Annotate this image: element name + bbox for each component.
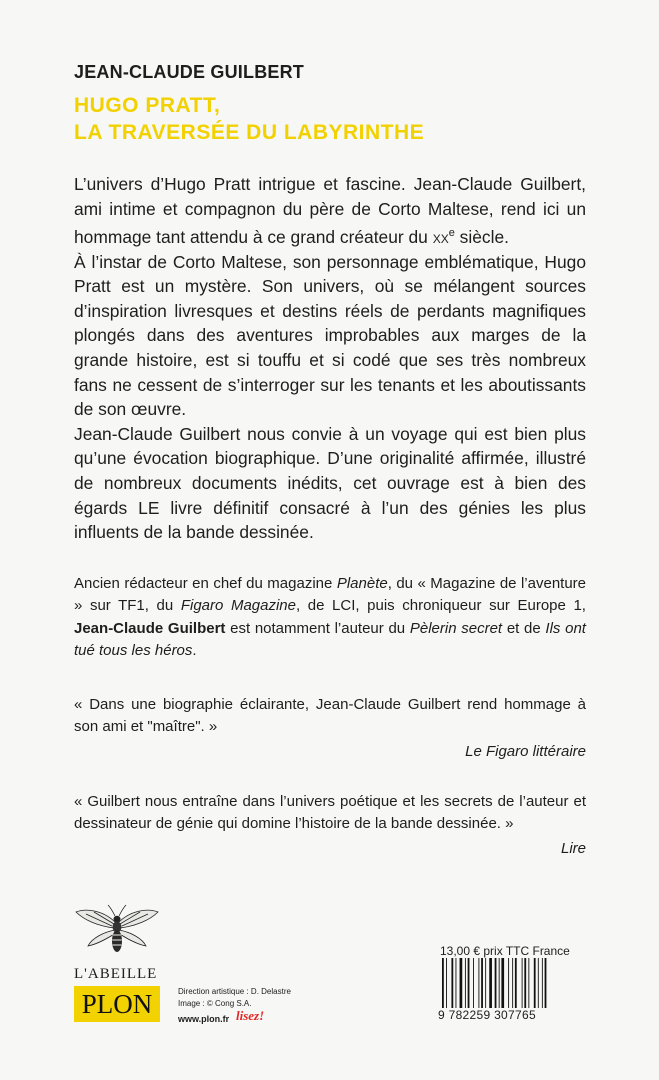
century-superscript: e (448, 227, 455, 240)
publisher-website: www.plon.fr (178, 1014, 230, 1024)
century-numeral: xx (432, 226, 449, 247)
title-line-2: LA TRAVERSÉE DU LABYRINTHE (74, 121, 425, 144)
quote-text: « Guilbert nous entraîne dans l’univers poétique et les secrets de l’auteur et dessinateur de génie qui domine l’histoire de la bande dessinée. » (74, 793, 586, 833)
bio-text-c: , de LCI, puis chroniqueur sur Europe 1, (295, 597, 586, 615)
quote-source: Lire (560, 839, 586, 857)
blurb-paragraph-2: À l’instar de Corto Maltese, son personnage emblématique, Hugo Pratt est un mystère. Son univers, où se mélangent sources d’inspiration livresques et destins réels de perdants magnifiques plongés dans des aventures improbables aux marges de la grande histoire, est si touffu et si codé que ses très nombreux fans ne cessent de s’interroger sur les tenants et les aboutissants de son œuvre. (74, 251, 586, 420)
bio-text-a: Ancien rédacteur en chef du magazine (74, 575, 337, 592)
bio-figaro-magazine: Figaro Magazine (180, 597, 296, 615)
publisher-logo (74, 986, 160, 1022)
bio-paragraph (74, 573, 586, 663)
author-bio (74, 573, 586, 663)
quote-source: Le Figaro littéraire (465, 742, 586, 760)
lisez-logo: lisez! (236, 1008, 265, 1023)
credits (178, 986, 291, 1010)
press-quote-2 (74, 791, 586, 860)
blurb-p1-end: siècle. (454, 226, 509, 247)
press-quote-1 (74, 694, 586, 763)
title-line-1: HUGO PRATT, (74, 94, 221, 117)
blurb-paragraph-1 (74, 172, 586, 250)
art-direction-credit: Direction artistique : D. Delastre (178, 987, 291, 996)
bio-text-d: est notamment l’auteur du (225, 619, 410, 637)
quote-text: « Dans une biographie éclairante, Jean-Claude Guilbert rend hommage à son ami et "maître". » (74, 696, 586, 736)
blurb-p1-text: L’univers d’Hugo Pratt intrigue et fascine. Jean-Claude Guilbert, ami intime et compagnon du père de Corto Maltese, rend ici un hommage tant attendu à ce grand créateur du (74, 174, 586, 247)
publisher-name: PLON (81, 988, 153, 1019)
bio-book-1: Pèlerin secret (409, 619, 503, 637)
collection-logo-text: L'ABEILLE (74, 966, 158, 982)
bio-book-2: Ils ont tué tous les héros (74, 619, 586, 660)
book-title (74, 92, 424, 146)
blurb-paragraph-3: Jean-Claude Guilbert nous convie à un voyage qui est bien plus qu’une évocation biographique. D’une originalité affirmée, illustré de nombreux documents inédits, cet ouvrage est à bien des égards LE livre définitif consacré à l’un des génies les plus influents de la bande dessinée. (74, 423, 586, 543)
price-label: 13,00 € prix TTC France (440, 944, 570, 958)
image-credit: Image : © Cong S.A. (178, 999, 252, 1008)
bio-text-f: . (192, 642, 197, 660)
bio-planete: Planète (336, 575, 388, 592)
author-name: JEAN-CLAUDE GUILBERT (74, 62, 305, 82)
bee-icon (74, 902, 160, 956)
blurb (74, 172, 586, 545)
bio-text-b: , du « Magazine de l’aventure » sur TF1, du (74, 575, 587, 615)
bio-text-e: et de (502, 619, 546, 637)
barcode-digits: 9 782259 307765 (438, 1008, 580, 1022)
bio-author-name: Jean-Claude Guilbert (74, 619, 226, 637)
